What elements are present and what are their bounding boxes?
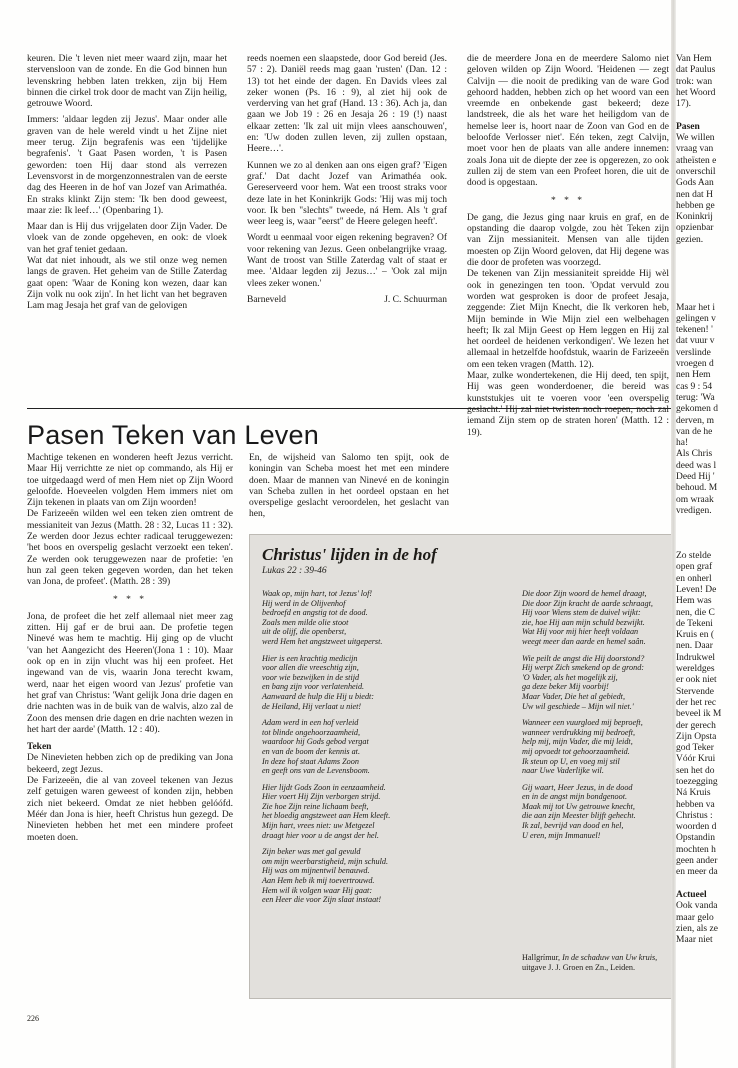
edge-line: maar gelo	[676, 912, 714, 923]
poem-stanza	[522, 654, 667, 712]
section-divider-stars: * * *	[551, 195, 585, 206]
edge-line: tekenen! '	[676, 325, 713, 336]
edge-line: vraag van	[676, 144, 714, 155]
paragraph: Jona, de profeet die het zelf allemaal niet meer zag zitten. Hij gaf er de brui aan. De profetie tegen Ninevé was hem te machtig. Hij ging op de vlucht 'van het Aangezicht des Heeren'(Jona 1 : 10). Maar ook op en in zijn vlucht was hij een profeet. Het ingewand van de vis, waarin Jona terecht kwam, werd, naar het eigen woord van Jezus' profetie van het graf van Christus: 'Want gelijk Jona drie dagen en drie nachten was in de buik van de walvis, alzo zal de Zoon des mensen drie dagen en drie nachten wezen in het hart der aarde' (Matth. 12 : 40).	[27, 611, 233, 735]
edge-line: zien, als ze	[676, 923, 718, 934]
poem-line: Ik zal, bevrijd van dood en hel,	[522, 821, 624, 831]
paragraph: De gang, die Jezus ging naar kruis en graf, en de opstanding die daarop volgde, zou hèt Teken zijn van Zijn messianiteit. Mensen van alle tijden moesten op Zijn Woord geloven, dat Hij degene was die door de profeten was voorzegd.	[467, 212, 669, 269]
edge-line: onverschil	[676, 166, 716, 177]
poem-line: Hier is een krachtig medicijn	[262, 653, 358, 663]
edge-line: open graf	[676, 562, 713, 573]
edge-line	[676, 879, 738, 890]
poem-line: de Heiland, Hij verlaat u niet!	[262, 701, 362, 711]
edge-line: Christus :	[676, 810, 713, 821]
paragraph: De Farizeeën wilden wel een teken zien omtrent de messianiteit van Jezus (Matth. 28 : 32, Lucas 11 : 32). Ze werden door Jezus echter radicaal teruggewezen: 'het boos en overspelig geslacht verzoekt een teken'. Ze werden ook teruggewezen naar de profetie: 'en hun zal geen teken gegeven worden, dan het teken van Jona, de profeet'. (Matth. 28 : 39)	[27, 509, 233, 588]
poem-line: Aan Hem heb ik mij toevertrouwd.	[262, 876, 375, 886]
edge-line: 17).	[676, 99, 692, 110]
poem-title: Christus' lijden in de hof	[262, 545, 437, 564]
edge-line: en meer da	[676, 867, 718, 878]
edge-line: Actueel	[676, 889, 707, 900]
subheading-teken: Teken	[27, 742, 52, 753]
edge-line: Ná Kruis	[676, 788, 711, 799]
poem-line: Hij werd in de Olijvenhof	[262, 598, 346, 608]
poem-credit-title: In de schaduw van Uw kruis,	[562, 953, 658, 962]
column-top-3	[467, 54, 669, 444]
poem-line: die aan zijn Meester blijft gehecht.	[522, 811, 636, 821]
poem-line: uit de olijf, die openberst,	[262, 627, 347, 637]
poem-line: Hij voor Wiens stem de duivel wijkt:	[522, 608, 641, 618]
poem-line: mij opvoedt tot gehoorzaamheid.	[522, 746, 630, 756]
poem-reference: Lukas 22 : 39-46	[262, 566, 327, 576]
edge-line	[676, 291, 738, 302]
edge-line	[676, 517, 738, 528]
poem-line: Gij waart, Heer Jezus, in de dood	[522, 782, 633, 792]
edge-line: atheïsten e	[676, 155, 717, 166]
poem-line: voor allen die vreeschtig zijn,	[262, 663, 359, 673]
edge-line	[676, 269, 738, 280]
edge-line: gekomen d	[676, 404, 718, 415]
edge-line: gelingen v	[676, 313, 716, 324]
edge-line: Ook vanda	[676, 901, 718, 912]
poem-line: voor wie bezwijken in de stijd	[262, 672, 360, 682]
edge-line: derven, m	[676, 415, 714, 426]
poem-line: Wie peilt de angst die Hij doorstond?	[522, 653, 645, 663]
edge-line: Hem was	[676, 596, 712, 607]
poem-line: draagt hier voor u de angst der hel.	[262, 830, 379, 840]
poem-stanza	[262, 589, 467, 647]
edge-line: de Tekeni	[676, 618, 713, 629]
edge-line: der het rec	[676, 697, 717, 708]
edge-line: nen dat H	[676, 189, 713, 200]
edge-line: beveel ik M	[676, 709, 722, 720]
poem-line: In deze hof staat Adams Zoon	[262, 756, 359, 766]
edge-line: We willen	[676, 133, 715, 144]
edge-line: Stervende	[676, 686, 714, 697]
edge-line: Vóór Krui	[676, 754, 716, 765]
poem-line: en bang zijn voor verlatenheid.	[262, 682, 365, 692]
poem-line: wanneer verdrukking mij bedroeft,	[522, 727, 636, 737]
edge-line: van de he	[676, 426, 713, 437]
poem-stanza	[522, 783, 667, 841]
signature-place: Barneveld	[247, 294, 287, 305]
edge-line: deed was l	[676, 460, 717, 471]
poem-credit	[522, 953, 662, 972]
poem-line: Hem wil ik volgen waar Hij gaat:	[262, 885, 373, 895]
edge-line: terug: 'Wa	[676, 392, 715, 403]
paragraph: Wat dat niet inhoudt, als we stil onze weg nemen langs de graven. Het geheim van de Stille Zaterdag gaat open: 'Waar de Koning kon wezen, daar kan Zijn volk nu ook zijn'. In het licht van het begraven Lam mag Jesaja het graf van de gelovigen	[27, 256, 227, 312]
poem-line: waardoor hij Gods gebod vergat	[262, 737, 369, 747]
edge-line: opzienbar	[676, 223, 714, 234]
poem-line: Zijn beker was met gal gevuld	[262, 847, 361, 857]
poem-line: Waak op, mijn hart, tot Jezus' lof!	[262, 589, 373, 598]
poem-line: Wat Hij voor mij hier heeft voldaan	[522, 627, 639, 637]
poem-stanza	[522, 589, 667, 647]
poem-stanza	[262, 847, 467, 905]
edge-line: Kruis en (	[676, 630, 714, 641]
section-rule	[27, 408, 671, 409]
edge-line	[676, 110, 738, 121]
article-column-2	[249, 453, 449, 526]
edge-line: hebben ge	[676, 200, 715, 211]
paragraph: Machtige tekenen en wonderen heeft Jezus verricht. Maar Hij verrichtte ze niet op commando, als Hij er toe uitgedaagd werd of men Hem niet op Zijn Woord geloofde. Hoeveelen volgden Hem immers niet om Zijn tekenen in plaats van om Zijn woorden!	[27, 453, 233, 509]
edge-line: nen. Daar	[676, 641, 713, 652]
edge-line: Van Hem	[676, 54, 712, 64]
poem-line: Maak mij tot Uw getrouwe knecht,	[522, 801, 635, 811]
edge-line: Deed Hij '	[676, 471, 715, 482]
poem-line: 'O Vader, als het mogelijk zij,	[522, 672, 618, 682]
edge-line: en onherl	[676, 573, 712, 584]
edge-line: geen ander	[676, 856, 718, 867]
edge-line: Zijn Opsta	[676, 731, 717, 742]
edge-line: sen het do	[676, 765, 715, 776]
edge-line: verslinde	[676, 347, 711, 358]
poem-line: Adam werd in een hof verleid	[262, 718, 359, 728]
poem-line: en in de angst mijn bondgenoot.	[522, 792, 628, 802]
edge-line: nen Hem	[676, 370, 711, 381]
edge-line: Zo stelde	[676, 551, 712, 562]
signature	[247, 295, 447, 306]
edge-line: om wraak	[676, 494, 714, 505]
poem-credit-author: Hallgrímur,	[522, 953, 563, 962]
edge-line	[676, 280, 738, 291]
poem-stanza	[262, 654, 467, 712]
poem-line: werd Hem het angstzweet uitgeperst.	[262, 636, 383, 646]
poem-line: Hij was om mijnentwil benauwd.	[262, 866, 370, 876]
paragraph: Kunnen we zo al denken aan ons eigen graf? 'Eigen graf.' Dat dacht Jozef van Arimathéa ook. Gereserveerd voor hem. Wat een troost straks voor deze late in het Koninkrijk Gods: 'Hij was mij toch voor. Ik ben "slechts" tweede, ná Hem. Als 't graf weer leeg is, waar "eerst" de Heere gelegen heeft'.	[247, 160, 447, 228]
edge-line	[676, 257, 738, 268]
edge-line: er ook niet	[676, 675, 717, 686]
article-headline: Pasen Teken van Leven	[27, 420, 319, 450]
poem-line: Hier lijdt Gods Zoon in eenzaamheid.	[262, 782, 386, 792]
poem-right-column	[522, 589, 667, 847]
poem-line: Wanneer een vuurgloed mij beproeft,	[522, 718, 643, 728]
edge-line: het Woord	[676, 87, 716, 98]
edge-line: dat vuur v	[676, 336, 715, 347]
poem-line: een Heer die voor Zijn slaat instaat!	[262, 895, 382, 905]
article-column-1	[27, 453, 233, 849]
poem-line: om mijn weerbarstigheid, mijn schuld.	[262, 856, 388, 866]
column-top-2	[247, 54, 447, 306]
edge-line	[676, 528, 738, 539]
poem-line: naar Uwe Vaderlijke wil.	[522, 766, 604, 776]
page-number: 226	[27, 1014, 39, 1023]
poem-line: Zoals men milde olie stoot	[262, 617, 349, 627]
poem-line: bedroefd en angstig tot de dood.	[262, 608, 368, 618]
poem-line: en geeft ons van de Levensboom.	[262, 766, 370, 776]
poem-line: Mijn hart, vrees niet: uw Metgezel	[262, 821, 375, 831]
poem-stanza	[262, 718, 467, 776]
poem-line: Zie hoe Zijn reine lichaam beeft,	[262, 801, 369, 811]
poem-left-column	[262, 589, 467, 912]
edge-line: trok: wan	[676, 76, 713, 87]
poem-line: Hier voert Hij Zijn verborgen strijd.	[262, 792, 381, 802]
edge-line: god Teker	[676, 743, 714, 754]
paragraph: reeds noemen een slaapstede, door God bereid (Jes. 57 : 2). Daniël reeds mag gaan 'rusten' (Dan. 12 : 13) tot het einde der dagen. En Davids vlees zal zeker wonen (Ps. 16 : 9), al ziet hij ook de verderving van het graf (Hand. 13 : 36). Ach ja, dan gaan we Job 19 : 26 en Jesaja 26 : 19 (!) naast elkaar zetten: 'Ik zal uit mijn vlees aanschouwen', en: 'Uw doden zullen leven, zij zullen opstaan, Heere…'.	[247, 54, 447, 155]
edge-line: toezegging	[676, 777, 718, 787]
column-top-1	[27, 54, 227, 318]
paragraph: Maar dan is Hij dus vrijgelaten door Zijn Vader. De vloek van de zonde opgeheven, en ook: de vloek van het graf teniet gedaan.	[27, 222, 227, 255]
poem-line: het bloedig angstzweet aan Hem kleeft.	[262, 811, 391, 821]
edge-line: Indrukwel	[676, 652, 716, 663]
poem-stanza	[262, 783, 467, 841]
paragraph: Wordt u eenmaal voor eigen rekening begraven? Of voor rekening van Jezus. Geen onbelangrijke vraag. Want de troost van Stille Zaterdag valt of staat er mee. 'Aldaar legden zij Jezus…' – 'Ook zal mijn vlees zeker wonen.'	[247, 233, 447, 289]
poem-line: ga deze beker Mij voorbij!	[522, 682, 609, 692]
edge-line: Maar niet	[676, 935, 713, 946]
signature-author: J. C. Schuurman	[384, 294, 447, 305]
edge-line: mochten h	[676, 844, 716, 855]
edge-line: wereldges	[676, 664, 715, 675]
edge-line: ha!	[676, 438, 689, 449]
edge-line: Als Chris	[676, 449, 713, 460]
poem-line: Die door Zijn kracht de aarde schraagt,	[522, 598, 653, 608]
edge-line: gezien.	[676, 234, 704, 245]
poem-line: Uw wil geschiede – Mijn wil niet.'	[522, 701, 634, 711]
paragraph: En, de wijsheid van Salomo ten spijt, ook de koningin van Scheba moest het met een mindere doen. Maar de mannen van Ninevé en de koningin van Scheba zullen in het oordeel opstaan en het overspelige geslacht veroordelen, het geslacht van hen,	[249, 453, 449, 520]
paragraph: De Ninevieten hebben zich op de prediking van Jona bekeerd, zegt Jezus.	[27, 753, 233, 775]
poem-line: U eren, mijn Immanuel!	[522, 830, 601, 840]
poem-line: zie, hoe Hij aan mijn schuld bezwijkt.	[522, 617, 645, 627]
paragraph: Maar, zulke wondertekenen, die Hij deed, ten spijt, Hij was geen wonderdoener, die bereid was kunststukjes uit te voeren voor 'een overspelig geslacht.' Hij zal niet twisten noch roepen, noch zal iemand Zijn stem op de straten horen' (Matth. 12 : 19).	[467, 371, 669, 438]
poem-line: Ik steun op U, en voeg mij stil	[522, 756, 620, 766]
edge-line: vredigen.	[676, 505, 712, 516]
poem-credit-publisher: uitgave J. J. Groen en Zn., Leiden.	[522, 962, 636, 972]
edge-line: dat Paulus	[676, 65, 716, 76]
poem-line: en van de boom der kennis at.	[262, 746, 360, 756]
edge-line: hebben va	[676, 799, 715, 810]
edge-line: behoud. M	[676, 483, 718, 494]
edge-line	[676, 540, 738, 551]
edge-line: Maar het i	[676, 302, 716, 313]
poem-line: help mij, mijn Vader, die mij leidt,	[522, 737, 633, 747]
edge-line: der gerech	[676, 720, 716, 731]
poem-line: Hij werpt Zich smekend op de grond:	[522, 663, 645, 673]
poem-line: Aanwaard de hulp die Hij u biedt:	[262, 691, 375, 701]
edge-line: woorden d	[676, 822, 717, 833]
poem-line: Maar Vader, Die het al gebiedt,	[522, 691, 626, 701]
edge-line: Gods Aan	[676, 178, 714, 189]
paragraph: keuren. Die 't leven niet meer waard zijn, maar het stervensloon van de zonde. En die God binnen hun levenskring hebben laten trekken, zijn bij Hem binnen die cirkel trok door de macht van Zijn heilig, getrouwe Woord.	[27, 54, 227, 110]
edge-line: nen, die C	[676, 607, 715, 618]
edge-line: Pasen	[676, 121, 700, 132]
poem-line: tot blinde ongehoorzaamheid,	[262, 727, 361, 737]
edge-line	[676, 246, 738, 257]
edge-line: cas 9 : 54	[676, 381, 713, 392]
edge-line: Leven! De	[676, 584, 717, 595]
section-divider-stars: * * *	[113, 594, 147, 605]
paragraph: De Farizeeën, die al van zoveel tekenen van Jezus zelf getuigen waren geweest of konden zijn, hebben zich niet bekeerd. Omdat ze niet hebben gelóófd. Méér dan Jona is hier, heeft Christus hun gezegd. De Ninevieten hebben het met een mindere profeet moeten doen.	[27, 776, 233, 843]
poem-line: weegt meer dan aarde en hemel saân.	[522, 636, 646, 646]
edge-line: Opstandin	[676, 833, 716, 844]
paragraph: De tekenen van Zijn messianiteit spreidde Hij wèl ook in genezingen ten toon. 'Opdat vervuld zou worden wat gesproken is door de profeet Jesaja, zeggende: Ziet Mijn Knecht, die Ik verkoren heb, Mijn beminde in Wie Mijn ziel een welbehagen heeft; Ik zal Mijn Geest op Hem leggen en Hij zal het oordeel de heidenen verkondigen'. We lezen het allemaal in hetzelfde hoofdstuk, waarin de Farizeeën om een teken vragen (Matth. 12).	[467, 269, 669, 370]
poem-line: Die door Zijn woord de hemel draagt,	[522, 589, 647, 598]
edge-line: vroegen d	[676, 359, 714, 370]
adjacent-page-column	[676, 54, 738, 946]
poem-box	[249, 534, 673, 999]
edge-line: Koninkrij	[676, 212, 713, 223]
poem-stanza	[522, 718, 667, 776]
paragraph: Immers: 'aldaar legden zij Jezus'. Maar onder alle graven van de hele wereld vindt u het Zijne niet meer terug. Zijn begrafenis was een 'tijdelijke begrafenis'. 't Gaat Pasen worden, 't is Pasen geworden: toen Hij daar stond als verrezen Levensvorst in de morgenzonnestralen van de eerste dag des Heeren in de hof van Jozef van Arimathéa. En straks klinkt Zijn stem: 'Ik ben dood geweest, maar zie: Ik leef…' (Openbaring 1).	[27, 115, 227, 216]
paragraph: die de meerdere Jona en de meerdere Salomo niet geloven wilden op Zijn Woord. 'Heidenen — zegt Calvijn — die nooit de prediking van de ware God gehoord hadden, hebben zich op het woord van een vreemde en onbekende gast bekeerd; deze landstreek, die als het ware het heiligdom van de hemelse leer is, hoort naar de Zoon van God en de beloofde Verlosser niet'. Eén teken, zegt Calvijn, moet voor hen de plaats van alle andere innemen: zoals Jona uit de diepte der zee is opgerezen, zo ook zullen zij de stem van een Profeet horen, die uit de dood is opgestaan.	[467, 54, 669, 189]
